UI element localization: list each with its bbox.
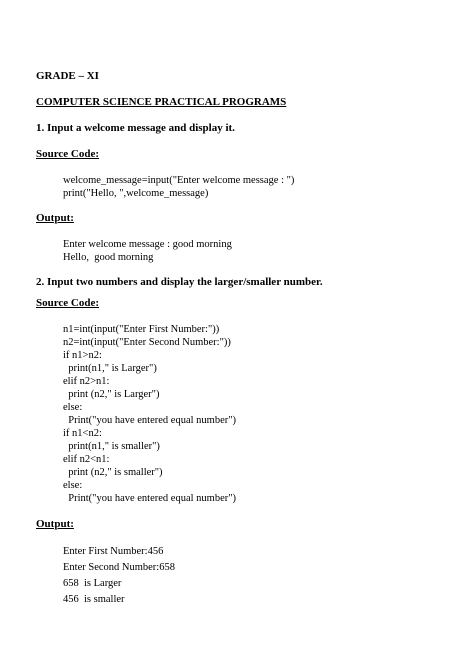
program-1-output-line: Hello, good morning — [63, 252, 154, 263]
program-2-code-line: else: — [63, 402, 83, 413]
program-2-output-line: Enter First Number:456 — [63, 546, 164, 557]
program-2-code-line: if n1<n2: — [63, 428, 102, 439]
program-2-output-line: 658 is Larger — [63, 578, 122, 589]
program-1-source-label: Source Code: — [36, 148, 100, 160]
program-1-output-line: Enter welcome message : good morning — [63, 239, 232, 250]
program-2-source-label: Source Code: — [36, 297, 100, 309]
program-2-code-line: Print("you have entered equal number") — [63, 493, 237, 504]
program-2-code-line: elif n2<n1: — [63, 454, 110, 465]
program-2-code-line: print (n2," is Larger") — [63, 389, 160, 400]
program-2-code-line: print(n1," is smaller") — [63, 441, 160, 452]
program-2-code-line: else: — [63, 480, 83, 491]
program-2-code-line: Print("you have entered equal number") — [63, 415, 237, 426]
program-2-code-line: print (n2," is smaller") — [63, 467, 163, 478]
document-title: COMPUTER SCIENCE PRACTICAL PROGRAMS — [36, 96, 287, 108]
program-2-code-line: print(n1," is Larger") — [63, 363, 157, 374]
program-2-code-line: n2=int(input("Enter Second Number:")) — [63, 337, 231, 348]
program-1-heading: 1. Input a welcome message and display it. — [36, 122, 235, 134]
program-1-code-line: welcome_message=input("Enter welcome message : ") — [63, 175, 295, 186]
grade-heading: GRADE – XI — [36, 70, 99, 82]
program-1-output-label: Output: — [36, 212, 74, 224]
program-2-heading: 2. Input two numbers and display the larger/smaller number. — [36, 276, 323, 288]
program-2-output-line: 456 is smaller — [63, 594, 125, 605]
program-2-code-line: if n1>n2: — [63, 350, 102, 361]
program-2-output-label: Output: — [36, 518, 74, 530]
program-2-code-line: n1=int(input("Enter First Number:")) — [63, 324, 220, 335]
program-2-code-line: elif n2>n1: — [63, 376, 110, 387]
program-1-code-line: print("Hello, ",welcome_message) — [63, 188, 209, 199]
program-2-output-line: Enter Second Number:658 — [63, 562, 175, 573]
